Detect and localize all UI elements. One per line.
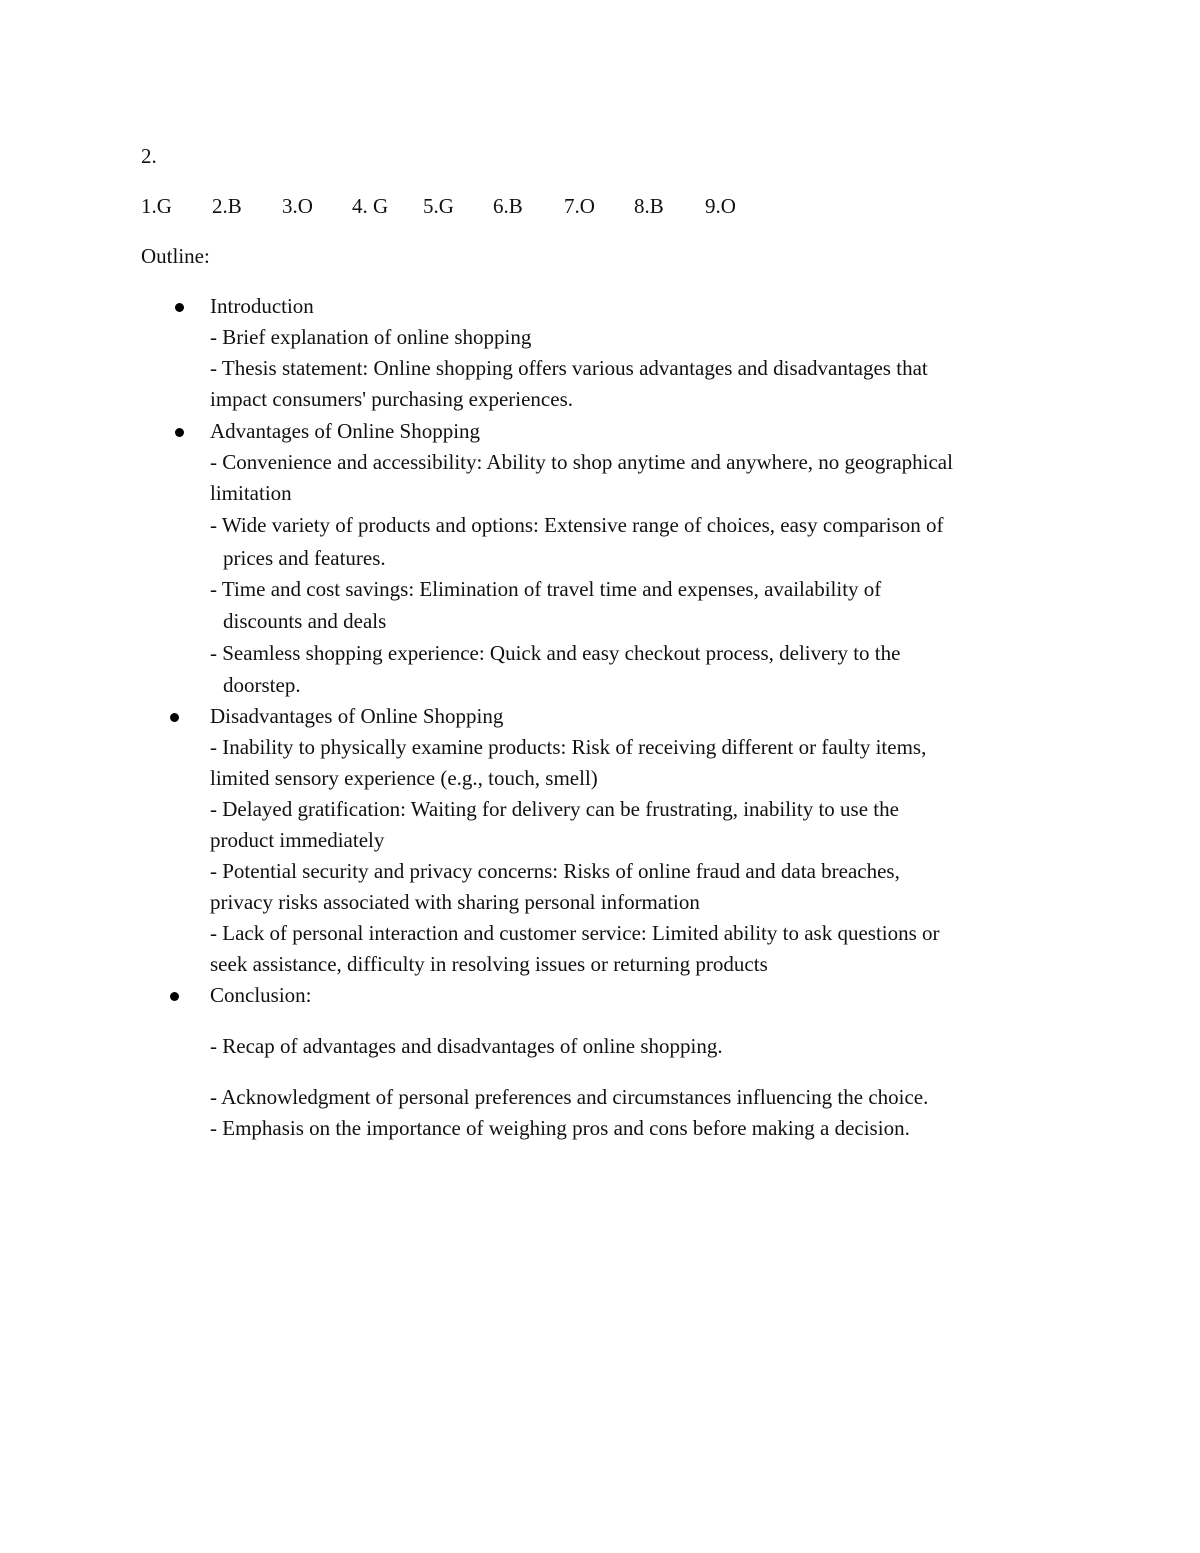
bullet-icon [170, 992, 179, 1001]
outline-line: - Lack of personal interaction and customer service: Limited ability to ask questions or [210, 921, 940, 945]
outline-line: - Potential security and privacy concerns: Risks of online fraud and data breaches, [210, 859, 900, 883]
answer-item: 6.B [493, 194, 523, 218]
outline-line: limited sensory experience (e.g., touch, smell) [210, 766, 598, 790]
outline-line: - Emphasis on the importance of weighing pros and cons before making a decision. [210, 1116, 910, 1140]
question-number: 2. [141, 144, 157, 168]
bullet-icon [170, 713, 179, 722]
answer-item: 9.O [705, 194, 736, 218]
outline-line: impact consumers' purchasing experiences. [210, 387, 573, 411]
answer-item: 2.B [212, 194, 242, 218]
answer-item: 3.O [282, 194, 313, 218]
answer-item: 7.O [564, 194, 595, 218]
outline-line: - Recap of advantages and disadvantages of online shopping. [210, 1034, 723, 1058]
outline-line: - Thesis statement: Online shopping offers various advantages and disadvantages that [210, 356, 928, 380]
outline-line: - Acknowledgment of personal preferences and circumstances influencing the choice. [210, 1085, 929, 1109]
outline-line: - Wide variety of products and options: Extensive range of choices, easy comparison of [210, 513, 944, 537]
outline-line: - Convenience and accessibility: Ability to shop anytime and anywhere, no geographical [210, 450, 953, 474]
outline-line: seek assistance, difficulty in resolving issues or returning products [210, 952, 768, 976]
outline-line: discounts and deals [223, 609, 387, 633]
answer-item: 1.G [141, 194, 172, 218]
outline-line: prices and features. [223, 546, 386, 570]
bullet-icon [175, 428, 184, 437]
outline-line: product immediately [210, 828, 385, 852]
answer-item: 4. G [352, 194, 389, 218]
outline-line: privacy risks associated with sharing personal information [210, 890, 700, 914]
answer-item: 5.G [423, 194, 454, 218]
outline-label: Outline: [141, 244, 210, 268]
outline-line: - Brief explanation of online shopping [210, 325, 532, 349]
outline-line: - Delayed gratification: Waiting for delivery can be frustrating, inability to use the [210, 797, 899, 821]
bullet-icon [175, 303, 184, 312]
outline-line: limitation [210, 481, 292, 505]
outline-line: - Seamless shopping experience: Quick and easy checkout process, delivery to the [210, 641, 901, 665]
section-title: Conclusion: [210, 983, 312, 1007]
outline-line: doorstep. [223, 673, 301, 697]
section-title: Disadvantages of Online Shopping [210, 704, 504, 728]
outline-line: - Time and cost savings: Elimination of travel time and expenses, availability of [210, 577, 882, 601]
answer-item: 8.B [634, 194, 664, 218]
outline-line: - Inability to physically examine products: Risk of receiving different or faulty items, [210, 735, 927, 759]
section-title: Advantages of Online Shopping [210, 419, 481, 443]
section-title: Introduction [210, 294, 314, 318]
